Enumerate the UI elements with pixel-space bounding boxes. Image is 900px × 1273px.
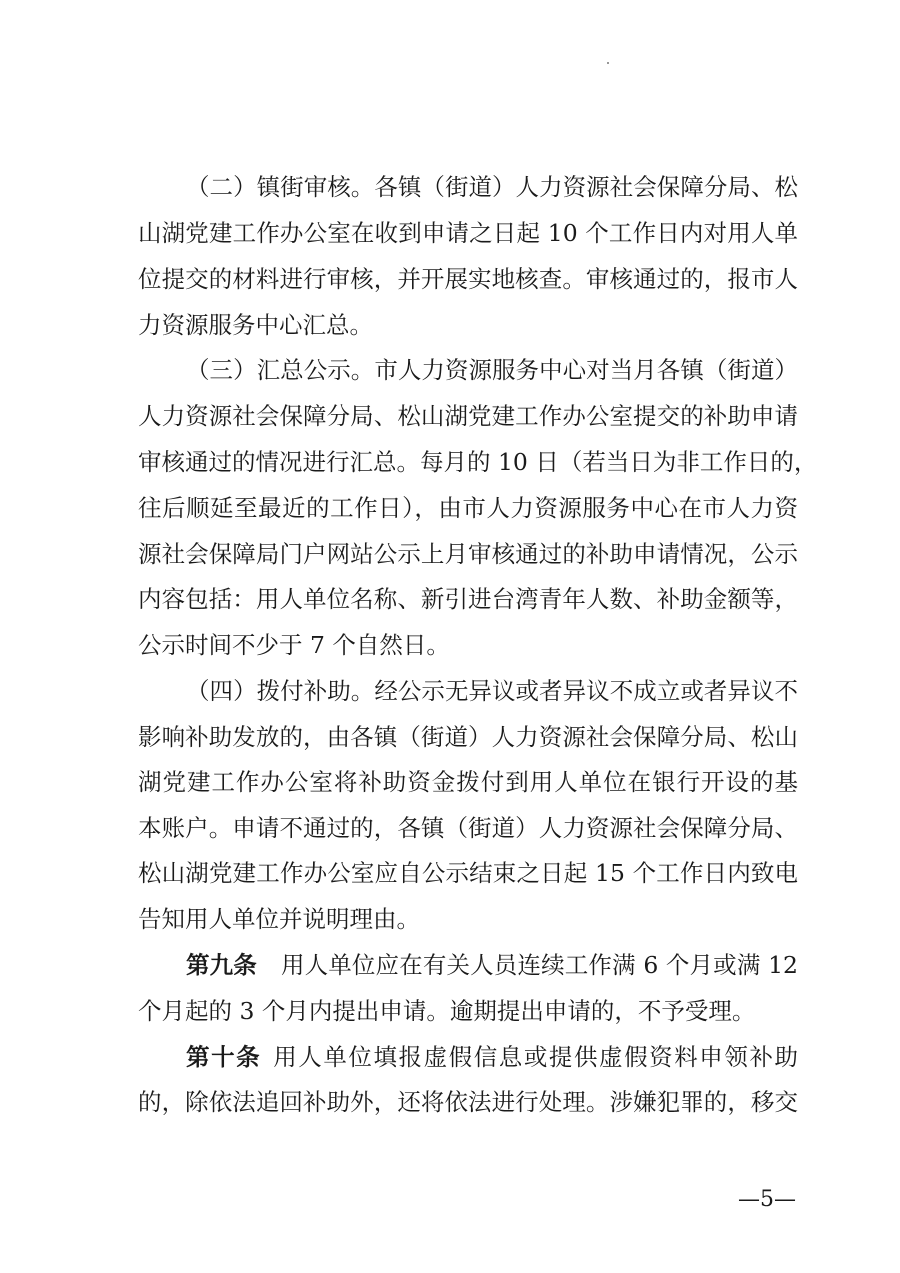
paragraph-line: （四）拨付补助。经公示无异议或者异议不成立或者异议不	[186, 677, 798, 705]
paragraph-line: 湖党建工作办公室将补助资金拨付到用人单位在银行开设的基	[138, 768, 798, 796]
page-number: —5—	[738, 1187, 796, 1212]
paragraph-line: 力资源服务中心汇总。	[138, 311, 373, 339]
paragraph-line: （二）镇街审核。各镇（街道）人力资源社会保障分局、松	[186, 173, 798, 201]
article-nine-first-line	[186, 950, 798, 980]
paragraph-line: 个月起的 3 个月内提出申请。逾期提出申请的，不予受理。	[138, 997, 756, 1025]
paragraph-line: 往后顺延至最近的工作日），由市人力资源服务中心在市人力资	[138, 494, 798, 522]
paragraph-line: 的，除依法追回补助外，还将依法进行处理。涉嫌犯罪的，移交	[138, 1088, 798, 1116]
paragraph-line: 影响补助发放的，由各镇（街道）人力资源社会保障分局、松山	[138, 723, 798, 751]
paragraph-line: 公示时间不少于 7 个自然日。	[138, 631, 450, 659]
paragraph-line: 告知用人单位并说明理由。	[138, 905, 420, 933]
article-text: 用人单位填报虚假信息或提供虚假资料申领补助	[273, 1043, 799, 1071]
paragraph-line: 本账户。申请不通过的，各镇（街道）人力资源社会保障分局、	[138, 814, 798, 842]
paragraph-line: 内容包括：用人单位名称、新引进台湾青年人数、补助金额等，	[138, 585, 798, 613]
paragraph-line: 人力资源社会保障分局、松山湖党建工作办公室提交的补助申请	[138, 402, 798, 430]
article-text: 用人单位应在有关人员连续工作满 6 个月或满 12	[280, 951, 799, 979]
paragraph-line: （三）汇总公示。市人力资源服务中心对当月各镇（街道）	[186, 356, 798, 384]
paragraph-line: 源社会保障局门户网站公示上月审核通过的补助申请情况，公示	[138, 540, 798, 568]
article-label: 第十条	[186, 1043, 262, 1071]
paragraph-line: 山湖党建工作办公室在收到申请之日起 10 个工作日内对用人单	[138, 219, 798, 247]
paragraph-line: 松山湖党建工作办公室应自公示结束之日起 15 个工作日内致电	[138, 859, 798, 887]
paragraph-line: 审核通过的情况进行汇总。每月的 10 日（若当日为非工作日的，	[138, 448, 818, 476]
scan-speck	[607, 62, 609, 64]
article-label: 第九条	[186, 951, 257, 979]
article-ten-first-line	[186, 1042, 798, 1072]
paragraph-line: 位提交的材料进行审核，并开展实地核查。审核通过的，报市人	[138, 265, 798, 293]
